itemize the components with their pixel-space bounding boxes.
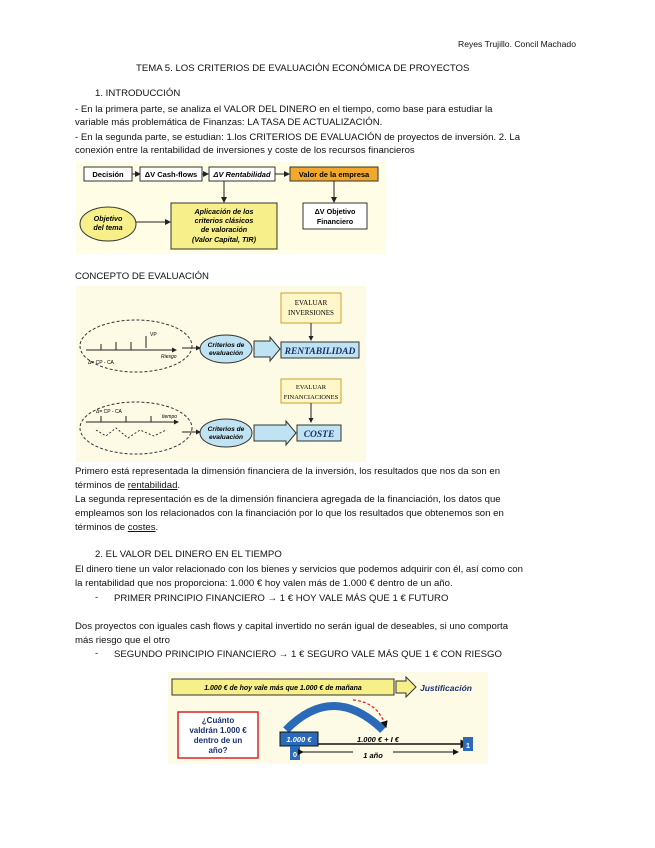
evaluar-inversiones-box bbox=[281, 293, 341, 323]
criterios2-line2: evaluación bbox=[208, 434, 244, 441]
objetivo-financiero-line1: ΔV Objetivo bbox=[314, 207, 356, 216]
cp-ca-label: Δ= CP - CA bbox=[88, 360, 114, 366]
repr-line-2: términos de rentabilidad. bbox=[75, 480, 181, 491]
costes-underlined: costes bbox=[127, 522, 156, 533]
intro-line-1: - En la primera parte, se analiza el VALOR DEL DINERO en el tiempo, como base para estudiar la bbox=[75, 104, 493, 115]
intro-line-2: variable más problemática de Finanzas: LA TASA DE ACTUALIZACIÓN. bbox=[75, 117, 383, 128]
evaluar-inversiones-line1: EVALUAR bbox=[294, 299, 328, 307]
page-title: TEMA 5. LOS CRITERIOS DE EVALUACIÓN ECONÓMICA DE PROYECTOS bbox=[136, 63, 470, 74]
segundo-principio: SEGUNDO PRINCIPIO FINANCIERO → 1 € SEGURO VALE MÁS QUE 1 € CON RIESGO bbox=[114, 649, 502, 660]
intro-line-3: - En la segunda parte, se estudian: 1.los CRITERIOS DE EVALUACIÓN de proyectos de inversión. 2. La bbox=[75, 132, 521, 143]
cashflows-label: ΔV Cash-flows bbox=[144, 170, 198, 179]
evaluar-financiaciones-line1: EVALUAR bbox=[295, 384, 327, 391]
evaluar-financiaciones-line2: FINANCIACIONES bbox=[283, 394, 339, 401]
bullet-dash-2: - bbox=[95, 648, 99, 659]
rentabilidad-underlined: rentabilidad bbox=[127, 480, 178, 491]
one-year-label: 1 año bbox=[363, 751, 383, 760]
time-value-diagram bbox=[168, 672, 488, 764]
section2-heading: 2. EL VALOR DEL DINERO EN EL TIEMPO bbox=[95, 549, 282, 560]
evaluation-concept-diagram bbox=[76, 286, 366, 462]
cf-label: Δ= CP - CA bbox=[96, 409, 122, 415]
t0-label: 0 bbox=[292, 750, 298, 759]
aplicacion-line4: (Valor Capital, TIR) bbox=[191, 235, 257, 244]
criterios2-line1: Criterios de bbox=[207, 426, 245, 433]
riesgo-label: Riesgo bbox=[161, 354, 177, 360]
intro-line-4: conexión entre la rentabilidad de inversiones y coste de los recursos financieros bbox=[75, 145, 415, 156]
valor-line-3: Dos proyectos con iguales cash flows y capital invertido no serán igual de deseables, si uno comporta bbox=[75, 621, 509, 632]
valuation-flow-diagram bbox=[76, 162, 386, 254]
criterios1-line1: Criterios de bbox=[207, 342, 245, 349]
vp-label: VP bbox=[150, 332, 157, 338]
objetivo-tema-line1: Objetivo bbox=[93, 214, 123, 223]
primer-principio: PRIMER PRINCIPIO FINANCIERO → 1 € HOY VALE MÁS QUE 1 € FUTURO bbox=[114, 593, 449, 604]
rentabilidad-label: ΔV Rentabilidad bbox=[213, 170, 271, 179]
future-value-label: 1.000 € + I € bbox=[357, 735, 399, 744]
justificacion-label: Justificación bbox=[420, 683, 472, 693]
section1-heading: 1. INTRODUCCIÓN bbox=[95, 88, 181, 99]
banner-text: 1.000 € de hoy vale más que 1.000 € de mañana bbox=[204, 685, 362, 692]
t1-label: 1 bbox=[465, 741, 471, 750]
aplicacion-line3: de valoración bbox=[200, 225, 248, 234]
question-line3: dentro de un bbox=[193, 736, 243, 745]
criterios-ellipse-1 bbox=[200, 335, 252, 363]
repr-line-1: Primero está representada la dimensión financiera de la inversión, los resultados que nos da son en bbox=[75, 466, 501, 477]
repr-line-4: empleamos son los relacionados con la financiación por lo que los resultados que obtenemos son en bbox=[75, 508, 504, 519]
tiempo-label: tiempo bbox=[162, 414, 178, 420]
question-line1: ¿Cuánto bbox=[201, 716, 235, 725]
valor-line-2: la rentabilidad que nos proporciona: 1.000 € hoy valen más de 1.000 € dentro de un año. bbox=[75, 578, 453, 589]
objetivo-financiero-line2: Financiero bbox=[316, 217, 354, 226]
valor-line-4: más riesgo que el otro bbox=[75, 635, 170, 646]
question-line2: valdrán 1.000 € bbox=[189, 726, 247, 735]
author-header: Reyes Trujillo. Concil Machado bbox=[458, 39, 576, 49]
criterios1-line2: evaluación bbox=[208, 350, 244, 357]
evaluar-inversiones-line2: INVERSIONES bbox=[288, 309, 334, 317]
valor-line-1: El dinero tiene un valor relacionado con los bienes y servicios que podemos adquirir con él, así como con bbox=[75, 564, 523, 575]
criterios-ellipse-2 bbox=[200, 419, 252, 447]
concepto-heading: CONCEPTO DE EVALUACIÓN bbox=[75, 271, 209, 282]
valor-empresa-label: Valor de la empresa bbox=[298, 170, 370, 179]
repr-line-3: La segunda representación es de la dimensión financiera agregada de la financiación, los datos que bbox=[75, 494, 501, 505]
coste-result: COSTE bbox=[303, 430, 335, 440]
box-1000-label: 1.000 € bbox=[286, 735, 312, 744]
question-line4: año? bbox=[208, 746, 228, 755]
aplicacion-line2: criterios clásicos bbox=[194, 216, 254, 225]
rentabilidad-result: RENTABILIDAD bbox=[284, 347, 356, 357]
repr-line-5: términos de costes. bbox=[75, 522, 159, 533]
decision-label: Decisión bbox=[92, 170, 124, 179]
aplicacion-line1: Aplicación de los bbox=[194, 207, 254, 216]
objetivo-tema-line2: del tema bbox=[93, 223, 123, 232]
bullet-dash-1: - bbox=[95, 592, 99, 603]
